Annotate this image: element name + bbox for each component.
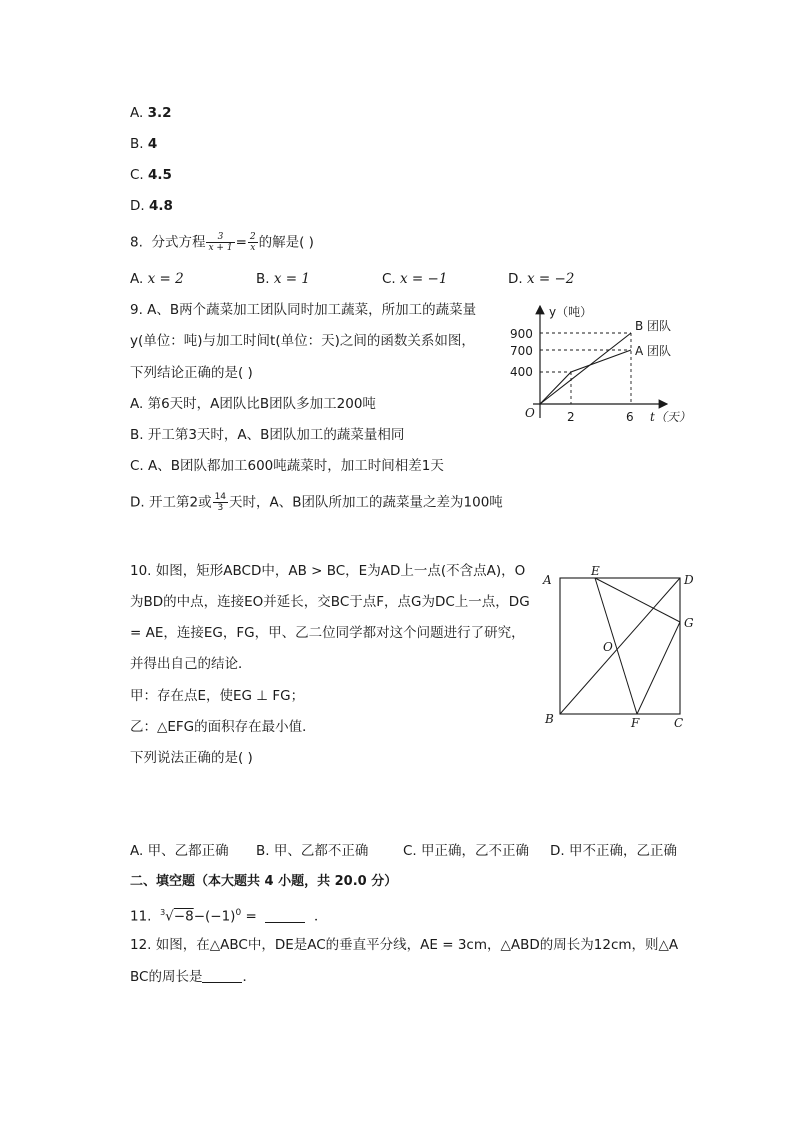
q12-line2: BC的周长是 ． [130,969,256,985]
q9-option-b: B. 开工第3天时，A、B团队加工的蔬菜量相同 [130,427,405,443]
label-f: F [631,716,640,730]
q10-line3: = AE，连接EG，FG，甲、乙二位同学都对这个问题进行了研究， [130,625,525,641]
q7-option-c: C. 4.5 [130,167,172,183]
q10-option-d: D. 甲不正确，乙正确 [550,843,677,859]
label-a: A [543,573,552,587]
team-b-line [540,333,631,404]
q10-line6: 乙：△EFG的面积存在最小值． [130,719,316,735]
label-d: D [684,573,694,587]
q10-line5: 甲：存在点E，使EG ⊥ FG； [130,688,305,704]
q8-stem: 8. 分式方程 $\frac{3}{x + 1}$ = $\frac{2}{x}$ 的解是( ) [130,232,314,253]
team-a-line [540,350,631,404]
label-e: E [591,565,600,578]
q9-line3: 下列结论正确的是( ) [130,365,253,381]
tick-2: 2 [567,410,575,424]
q11: 11. $^3√-8-(-1)^0$ = ． [130,908,328,925]
q10-figure [535,565,705,735]
tick-6: 6 [626,410,634,424]
q10-line4: 并得出自己的结论． [130,656,252,672]
q12-line1: 12. 如图，在△ABC中，DE是AC的垂直平分线，AE = 3cm，△ABD的周长为12cm，则△A [130,937,679,953]
q9-line2: y(单位：吨)与加工时间t(单位：天)之间的函数关系如图， [130,333,475,349]
q9-option-a: A. 第6天时，A团队比B团队多加工200吨 [130,396,376,412]
tick-900: 900 [510,327,533,341]
q9-graph [505,300,705,430]
q8-option-b: B. x = 1 [256,271,310,287]
q9-option-c: C. A、B团队都加工600吨蔬菜时，加工时间相差1天 [130,458,444,474]
q11-answer-blank[interactable] [265,908,305,923]
q7-option-b: B. 4 [130,136,158,152]
q7-option-a: A. 3.2 [130,105,172,121]
segment-fg [637,622,680,714]
q10-line1: 10. 如图，矩形ABCD中，AB > BC，E为AD上一点(不含点A)，O [130,563,526,579]
q9-option-d: D. 开工第2或 $\frac{14}{3}$ 天时，A、B团队所加工的蔬菜量之差为100吨 [130,492,503,513]
label-g: G [684,616,694,630]
tick-700: 700 [510,344,533,358]
section-heading: 二、填空题（本大题共 4 小题，共 20.0 分） [130,874,398,889]
q10-option-c: C. 甲正确，乙不正确 [403,843,530,859]
label-o: O [603,640,613,654]
q12-answer-blank[interactable] [202,968,242,983]
t-axis-label: t（天） [650,410,691,424]
segment-eg [595,578,680,622]
q8-option-c: C. x = −1 [382,271,448,287]
tick-400: 400 [510,365,533,379]
team-b-label: B 团队 [635,319,672,333]
q10-line2: 为BD的中点，连接EO并延长，交BC于点F，点G为DC上一点，DG [130,594,530,610]
q8-option-d: D. x = −2 [508,271,575,287]
q10-option-a: A. 甲、乙都正确 [130,843,229,859]
diagonal-bd [560,578,680,714]
q9-line1: 9. A、B两个蔬菜加工团队同时加工蔬菜，所加工的蔬菜量 [130,302,477,318]
q7-option-d: D. 4.8 [130,198,173,214]
q10-option-b: B. 甲、乙都不正确 [256,843,369,859]
label-c: C [674,716,684,730]
q10-line7: 下列说法正确的是( ) [130,750,253,766]
q8-option-a: A. x = 2 [130,271,184,287]
segment-ef [595,578,637,714]
y-axis-label: y（吨） [549,305,593,319]
origin-label: O [525,406,535,420]
team-a-label: A 团队 [635,344,672,358]
label-b: B [545,712,554,726]
